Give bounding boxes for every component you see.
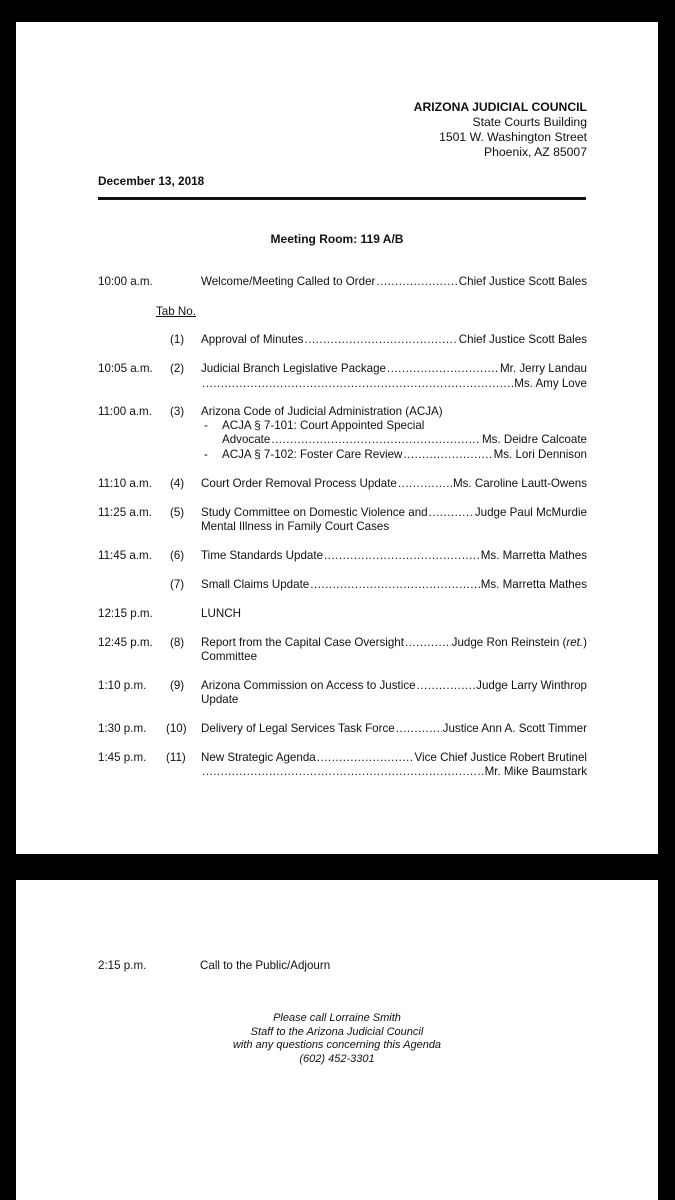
agenda-time: 11:25 a.m. [98, 506, 152, 519]
agenda-item-2 [201, 362, 587, 376]
agenda-title: Report from the Capital Case Oversight [201, 636, 404, 649]
agenda-time: 1:30 p.m. [98, 722, 147, 735]
agenda-time: 12:45 p.m. [98, 636, 153, 649]
agenda-item-10 [201, 722, 587, 736]
sub-item-dash: - [204, 448, 208, 461]
agenda-presenter: Ms. Deidre Calcoate [481, 433, 587, 446]
org-name: ARIZONA JUDICIAL COUNCIL [413, 100, 587, 114]
agenda-title-adjourn: Call to the Public/Adjourn [200, 959, 331, 972]
agenda-presenter: Ms. Amy Love [514, 377, 587, 390]
agenda-presenter: Chief Justice Scott Bales [458, 275, 587, 288]
agenda-title: Approval of Minutes [201, 333, 304, 346]
agenda-title: Welcome/Meeting Called to Order [201, 275, 376, 288]
agenda-item-9 [201, 679, 587, 693]
agenda-presenter: Chief Justice Scott Bales [458, 333, 587, 346]
contact-phone: (602) 452-3301 [299, 1052, 375, 1065]
tab-no-label: Tab No. [156, 305, 196, 318]
agenda-item-11-second-presenter [201, 765, 587, 779]
agenda-time: 11:10 a.m. [98, 477, 152, 490]
agenda-item-5 [201, 506, 587, 520]
agenda-presenter: Ms. Caroline Lautt-Owens [452, 477, 587, 490]
agenda-presenter: Vice Chief Justice Robert Brutinel [414, 751, 587, 764]
header-rule [98, 197, 586, 200]
agenda-page-2 [16, 880, 658, 1200]
agenda-title: Arizona Commission on Access to Justice [201, 679, 416, 692]
agenda-presenter: Mr. Jerry Landau [500, 362, 587, 375]
contact-note [16, 1012, 658, 1066]
agenda-tab-number: (1) [170, 333, 185, 346]
agenda-title-cont: Committee [201, 650, 258, 663]
agenda-tab-number: (2) [170, 362, 185, 375]
agenda-title: Delivery of Legal Services Task Force [201, 722, 395, 735]
letterhead [414, 100, 587, 160]
meeting-room: Meeting Room: 119 A/B [270, 232, 404, 246]
agenda-title-lunch: LUNCH [201, 607, 241, 620]
agenda-item-7 [201, 578, 587, 592]
agenda-page-1 [16, 22, 658, 854]
agenda-time: 10:00 a.m. [98, 275, 153, 288]
agenda-item-6 [201, 549, 587, 563]
address-line-3: Phoenix, AZ 85007 [484, 145, 587, 159]
agenda-title: Court Order Removal Process Update [201, 477, 397, 490]
sub-item-title: ACJA § 7-101: Court Appointed Special [222, 419, 425, 432]
sub-item-title-cont: Advocate [222, 433, 271, 446]
agenda-tab-number: (5) [170, 506, 185, 519]
agenda-tab-number: (10) [166, 722, 187, 735]
address-line-2: 1501 W. Washington Street [439, 130, 587, 144]
agenda-title: Small Claims Update [201, 578, 310, 591]
agenda-time: 12:15 p.m. [98, 607, 153, 620]
agenda-tab-number: (11) [166, 751, 186, 764]
agenda-title-cont: Mental Illness in Family Court Cases [201, 520, 390, 533]
address-line-1: State Courts Building [472, 115, 587, 129]
agenda-tab-number: (6) [170, 549, 185, 562]
agenda-presenter: Ms. Marretta Mathes [480, 549, 587, 562]
agenda-item-welcome [201, 275, 587, 289]
agenda-time: 1:45 p.m. [98, 751, 147, 764]
meeting-date: December 13, 2018 [98, 174, 205, 188]
agenda-time: 2:15 p.m. [98, 959, 147, 972]
agenda-presenter: Judge Paul McMurdie [474, 506, 587, 519]
agenda-time: 10:05 a.m. [98, 362, 153, 375]
agenda-tab-number: (7) [170, 578, 185, 591]
agenda-tab-number: (4) [170, 477, 185, 490]
contact-line-3: with any questions concerning this Agenda [232, 1039, 442, 1051]
agenda-sub-item-7-102 [222, 448, 587, 462]
agenda-title-cont: Update [201, 693, 239, 706]
agenda-item-11 [201, 751, 587, 765]
sub-item-title: ACJA § 7-102: Foster Care Review [222, 448, 403, 461]
agenda-title: Arizona Code of Judicial Administration (ACJA) [201, 405, 443, 418]
agenda-presenter: Ms. Marretta Mathes [480, 578, 587, 591]
agenda-item-2-second-presenter [201, 377, 587, 391]
agenda-tab-number: (9) [170, 679, 185, 692]
agenda-presenter: Ms. Lori Dennison [493, 448, 587, 461]
agenda-title: Study Committee on Domestic Violence and [201, 506, 428, 519]
agenda-presenter: Judge Larry Winthrop [476, 679, 587, 692]
agenda-sub-item-7-101 [222, 433, 587, 447]
agenda-title: New Strategic Agenda [201, 751, 316, 764]
sub-item-dash: - [204, 419, 208, 432]
contact-line-1: Please call Lorraine Smith [273, 1012, 401, 1024]
agenda-item-8 [201, 636, 587, 650]
agenda-tab-number: (3) [170, 405, 185, 418]
agenda-presenter: Mr. Mike Baumstark [484, 765, 587, 778]
agenda-tab-number: (8) [170, 636, 185, 649]
contact-line-2: Staff to the Arizona Judicial Council [250, 1025, 424, 1038]
agenda-time: 11:00 a.m. [98, 405, 152, 418]
agenda-time: 11:45 a.m. [98, 549, 152, 562]
agenda-presenter: Judge Ron Reinstein (ret.) [451, 636, 587, 649]
agenda-item-1 [201, 333, 587, 347]
agenda-time: 1:10 p.m. [98, 679, 147, 692]
agenda-title: Time Standards Update [201, 549, 324, 562]
agenda-presenter: Justice Ann A. Scott Timmer [442, 722, 587, 735]
agenda-item-4 [201, 477, 587, 491]
agenda-title: Judicial Branch Legislative Package [201, 362, 386, 375]
